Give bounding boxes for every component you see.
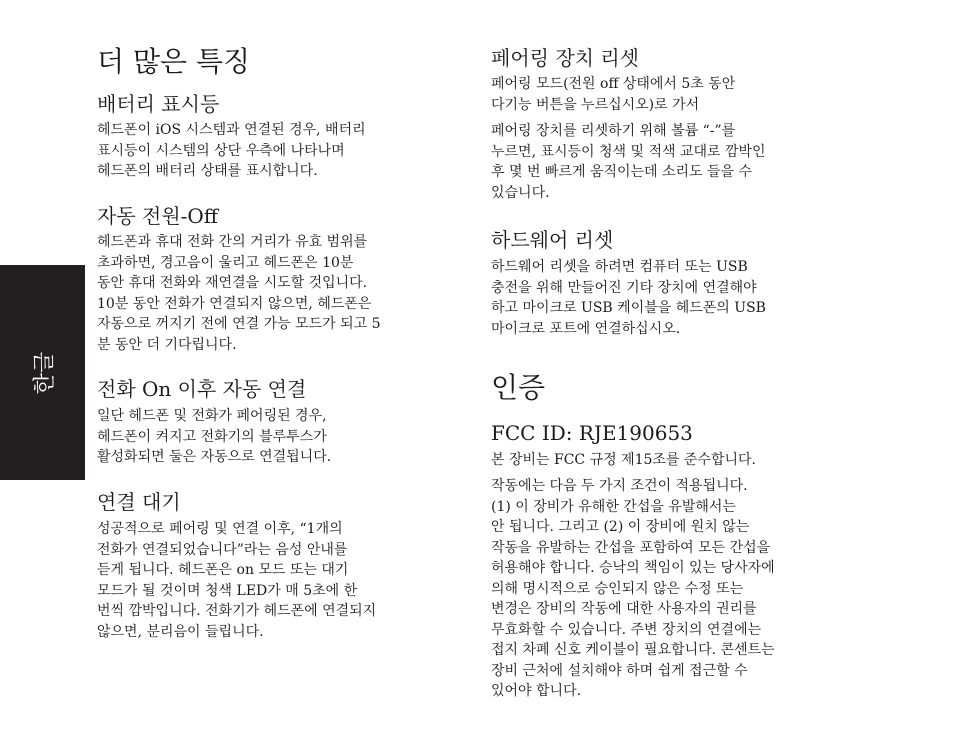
language-side-tab xyxy=(0,265,85,480)
pair-reset-body-1: 페어링 모드(전원 off 상태에서 5초 동안 다기능 버튼을 누르십시오)로 가서 xyxy=(491,76,736,113)
fcc-conditions-body: 작동에는 다음 두 가지 조건이 적용됩니다. (1) 이 장비가 유해한 간섭을 유발해서는 안 됩니다. 그리고 (2) 이 장비에 원치 않는 작동을 유발하는 간섭을 포함하여 모든 간섭을 허용해야 합니다. 승낙의 책임이 있는 당사자에 의해 명시적으로 승인되지 않은 수정 또는 변경은 장비의 작동에 대한 사용자의 권리를 무효화할 수 있습니다. 주변 장치의 연결에는 접지 차폐 신호 케이블이 필요합니다. 콘센트는 장비 근처에 설치해야 하며 쉽게 접근할 수 있어야 합니다. xyxy=(491,478,775,699)
fcc-compliance-body: 본 장비는 FCC 규정 제15조를 준수합니다. xyxy=(491,452,756,468)
auto-off-heading: 자동 전원-Off xyxy=(97,204,219,228)
battery-heading: 배터리 표시등 xyxy=(97,92,220,116)
page-title: 더 많은 특징 xyxy=(97,45,251,78)
cert-title: 인증 xyxy=(491,371,546,404)
language-tab-label: 한글 xyxy=(32,351,57,394)
standby-heading: 연결 대기 xyxy=(97,490,181,514)
auto-off-body: 헤드폰과 휴대 전화 간의 거리가 유효 범위를 초과하면, 경고음이 울리고 헤드폰은 10분 동안 휴대 전화와 재연결을 시도할 것입니다. 10분 동안 전화가 연결되지 않으면, 헤드폰은 자동으로 꺼지기 전에 연결 가능 모드가 되고 5 분 동안 더 기다립니다. xyxy=(97,234,381,353)
standby-body: 성공적으로 페어링 및 연결 이후, “1개의 전화가 연결되었습니다”라는 음성 안내를 듣게 됩니다. 헤드폰은 on 모드 또는 대기 모드가 될 것이며 청색 LED가 매 5초에 한 번씩 깜박입니다. 전화기가 헤드폰에 연결되지 않으면, 분리음이 들립니다. xyxy=(97,521,377,640)
battery-body: 헤드폰이 iOS 시스템과 연결된 경우, 배터리 표시등이 시스템의 상단 우측에 나타나며 헤드폰의 배터리 상태를 표시합니다. xyxy=(97,122,366,179)
pair-reset-body-2: 페어링 장치를 리셋하기 위해 볼륨 “-”를 누르면, 표시등이 청색 및 적색 교대로 깜박인 후 몇 번 빠르게 움직이는데 소리도 들을 수 있습니다. xyxy=(491,123,766,201)
auto-connect-heading: 전화 On 이후 자동 연결 xyxy=(97,377,307,401)
pair-reset-heading: 페어링 장치 리셋 xyxy=(491,46,639,70)
auto-connect-body: 일단 헤드폰 및 전화가 페어링된 경우, 헤드폰이 켜지고 전화기의 블루투스가 활성화되면 둘은 자동으로 연결됩니다. xyxy=(97,408,332,465)
fcc-id-heading: FCC ID: RJE190653 xyxy=(491,421,693,445)
hw-reset-heading: 하드웨어 리셋 xyxy=(491,228,614,252)
hw-reset-body: 하드웨어 리셋을 하려면 컴퓨터 또는 USB 충전을 위해 만들어진 기타 장치에 연결해야 하고 마이크로 USB 케이블을 헤드폰의 USB 마이크로 포트에 연결하십시오. xyxy=(491,259,766,337)
